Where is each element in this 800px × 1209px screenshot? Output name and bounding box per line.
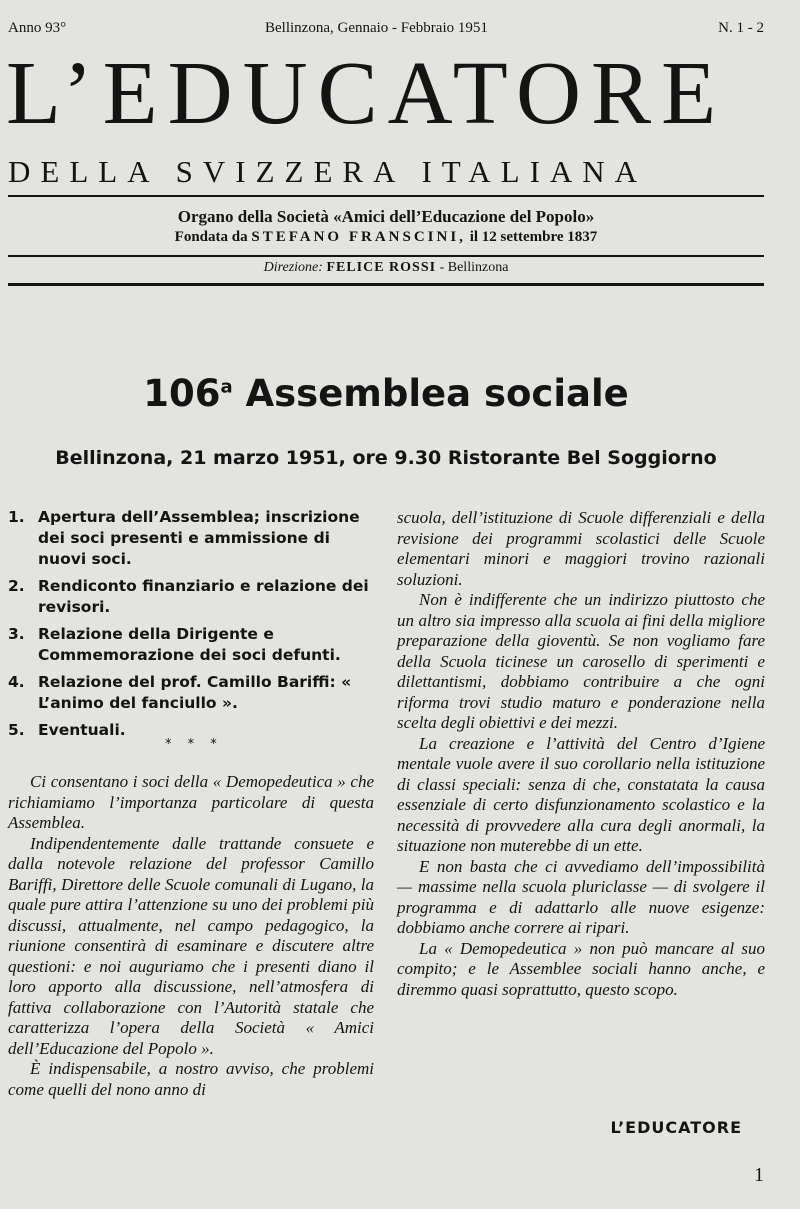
left-column: [8, 772, 374, 1100]
agenda-item: [8, 576, 378, 618]
agenda-item-number: 5.: [8, 721, 25, 739]
body-paragraph: La « Demopedeutica » non può mancare al suo compito; e le Assemblee sociali hanno anche, e diremmo quasi soprattutto, questo scopo.: [397, 938, 765, 999]
founded-line: [8, 229, 764, 246]
organ-line: Organo della Società «Amici dell’Educazione del Popolo»: [177, 207, 595, 226]
agenda-item-text: Apertura dell’Assemblea; inscrizione dei soci presenti e ammissione di nuovi soci.: [38, 508, 360, 568]
header-rule-bottom: [8, 283, 764, 286]
agenda-item-number: 1.: [8, 508, 25, 526]
assembly-number: 106: [143, 372, 221, 415]
masthead-subtitle: DELLA SVIZZERA ITALIANA: [8, 154, 648, 189]
agenda-item-text: Rendiconto finanziario e relazione dei revisori.: [38, 577, 369, 616]
signature: L’EDUCATORE: [610, 1118, 742, 1137]
founded-date: il 12 settembre 1837: [469, 229, 598, 245]
direction-place: - Bellinzona: [439, 260, 509, 275]
year-label: Anno 93°: [8, 20, 67, 36]
issue-number: N. 1 - 2: [718, 20, 764, 36]
assembly-ordinal: a: [220, 376, 233, 398]
issue-date: Bellinzona, Gennaio - Febbraio 1951: [265, 20, 488, 36]
agenda-list: [8, 507, 378, 747]
assembly-title: Assemblea sociale: [245, 372, 629, 415]
body-paragraph: Non è indifferente che un indirizzo piuttosto che un altro sia impresso alla scuola ai fini della migliore preparazione della gioventù. Se non vogliamo fare della Scuola ticinese un carosello di sperimenti e dilettantismi, dobbiamo contribuire a che ogni riforma trovi studio maturo e ponderazione nella scelta degli obiettivi e dei mezzi.: [397, 590, 765, 732]
body-paragraph: Ci consentano i soci della « Demopedeutica » che richiamiamo l’importanza particolare di questa Assemblea.: [8, 772, 374, 832]
body-paragraph: E non basta che ci avvediamo dell’impossibilità — massime nella scuola pluriclasse — di svolgere il programma e di adattarlo alle nuove esigenze: dobbiamo anche correre ai ripari.: [397, 856, 765, 937]
body-paragraph: È indispensabile, a nostro avviso, che problemi come quelli del nono anno di: [8, 1059, 374, 1099]
agenda-item: [8, 507, 378, 570]
agenda-item-number: 2.: [8, 577, 25, 595]
body-paragraph: scuola, dell’istituzione di Scuole differenziali e della revisione dei programmi scolastici delle Scuole elementari minori e maggiori trovino razionali soluzioni.: [397, 508, 765, 589]
header-rule-top: [8, 195, 764, 197]
agenda-item-number: 3.: [8, 625, 25, 643]
page-number: 1: [754, 1164, 764, 1186]
agenda-item-number: 4.: [8, 673, 25, 691]
founder-name: STEFANO FRANSCINI,: [251, 229, 466, 245]
agenda-item: [8, 672, 378, 714]
assembly-details: Bellinzona, 21 marzo 1951, ore 9.30 Ristorante Bel Soggiorno: [55, 447, 717, 469]
assembly-headline: [0, 372, 772, 415]
agenda-item-text: Relazione del prof. Camillo Bariffi: « L’animo del fanciullo ».: [38, 673, 352, 712]
right-column: [397, 508, 765, 1000]
direction-line: [8, 260, 764, 276]
body-paragraph: Indipendentemente dalle trattande consuete e dalla notevole relazione del professor Camillo Bariffi, Direttore delle Scuole comunali di Lugano, la quale pure attira l’attenzione su uno dei problemi più discussi, attualmente, nel campo pedagogico, la riunione consentirà di esaminare e discutere altre questioni: e noi auguriamo che i presenti diano il loro apporto alla discussione, nell’atmosfera di fattiva collaborazione con l’Autorità statale che caratterizza l’opera della Società « Amici dell’Educazione del Popolo ».: [8, 833, 374, 1058]
founded-prefix: Fondata da: [174, 229, 248, 245]
header-rule-middle: [8, 255, 764, 257]
masthead-title: L’EDUCATORE: [6, 44, 727, 143]
agenda-item: [8, 624, 378, 666]
director-name: FELICE ROSSI: [326, 260, 437, 275]
agenda-item-text: Relazione della Dirigente e Commemorazione dei soci defunti.: [38, 625, 341, 664]
agenda-item-text: Eventuali.: [38, 721, 126, 739]
direction-label: Direzione:: [263, 260, 323, 275]
section-separator: * * *: [165, 737, 223, 752]
body-paragraph: La creazione e l’attività del Centro d’Igiene mentale vuole avere il suo corollario nella istituzione di classi speciali: senza di che, constatata la causa essenziale di certo disfunzionamento scolastico e la necessità di provvedere alla cura degli anormali, la situazione non muterebbe di un ette.: [397, 733, 765, 855]
